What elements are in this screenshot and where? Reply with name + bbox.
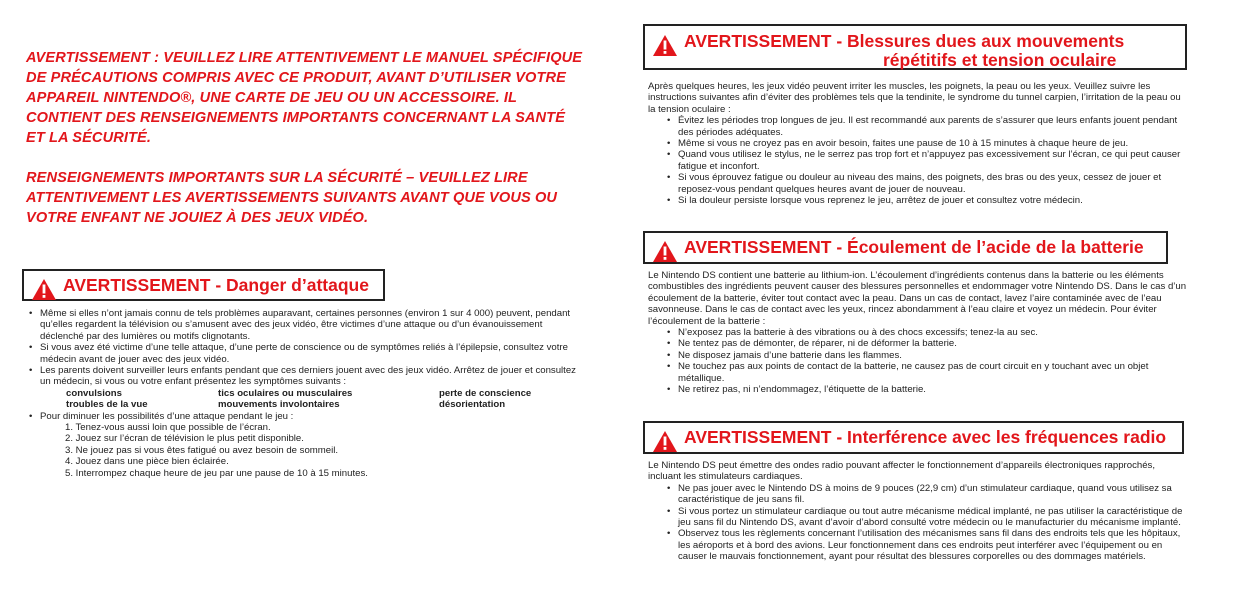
battery-intro: Le Nintendo DS contient une batterie au lithium-ion. L’écoulement d’ingrédients contenus dans la batterie ou les éléments combustibles des ingrédients peuvent causer des blessures personnelles et endommager votre Nintendo DS. Dans le cas d’un écoulement de la batterie, éviter tout contact avec la peau. Dans un cas de contact, lavez l’aire contaminée avec de l’eau savonneuse. Dans le cas de contact avec les yeux, rincez abondamment à l’eau claire et voyez un médecin. Pour éviter l’écoulement de la batterie : <box>648 270 1187 327</box>
symptom: désorientation <box>439 399 506 411</box>
repetitive-warning-title <box>684 32 1124 70</box>
intro-paragraph-2: RENSEIGNEMENTS IMPORTANTS SUR LA SÉCURITÉ – VEUILLEZ LIRE ATTENTIVEMENT LES AVERTISSEMENTS SUIVANTS AVANT QUE VOUS OU VOTRE ENFANT NE JOUIEZ À DES JEUX VIDÉO. <box>26 170 558 226</box>
symptom: perte de conscience <box>439 387 532 399</box>
step-item: 1. Tenez-vous aussi loin que possible de l’écran. <box>65 422 271 434</box>
seizure-warning-header <box>22 269 385 301</box>
list-item: • Quand vous utilisez le stylus, ne le serrez pas trop fort et n’appuyez pas excessivement sur l’écran, ce qui peut causer fatigue et inconfort. <box>678 149 1188 172</box>
radio-warning-header <box>643 421 1184 454</box>
warning-triangle-icon <box>653 431 677 452</box>
repetitive-warning-header <box>643 24 1187 70</box>
list-item: • Même si elles n’ont jamais connu de tels problèmes auparavant, certaines personnes (environ 1 sur 4 000) peuvent, pendant qu’elles regardent la télévision ou s’amusent avec des jeux vidéo, être victimes d’une attaque ou d’un évanouissement déclenché par des lumières ou motifs clignotants. <box>40 308 587 342</box>
list-item: • Même si vous ne croyez pas en avoir besoin, faites une pause de 10 à 15 minutes à chaque heure de jeu. <box>678 138 1188 149</box>
list-item: • Les parents doivent surveiller leurs enfants pendant que ces derniers jouent avec des jeux vidéo. Arrêtez de jouer et consultez un médecin, si vous ou votre enfant présentez les symptômes suivants : <box>40 365 587 388</box>
radio-intro: Le Nintendo DS peut émettre des ondes radio pouvant affecter le fonctionnement d’appareils électroniques rapprochés, incluant les stimulateurs cardiaques. <box>648 460 1156 483</box>
repetitive-warning-body <box>648 81 1188 206</box>
step-item: 3. Ne jouez pas si vous êtes fatigué ou avez besoin de sommeil. <box>65 444 339 456</box>
symptom: tics oculaires ou musculaires <box>218 387 353 399</box>
step-item: 5. Interrompez chaque heure de jeu par une pause de 10 à 15 minutes. <box>65 467 368 479</box>
repetitive-title-line-2: répétitifs et tension oculaire <box>883 50 1117 70</box>
warning-triangle-icon <box>32 279 56 300</box>
repetitive-title-line-1: AVERTISSEMENT - Blessures dues aux mouvements <box>684 31 1125 51</box>
list-item: • Pour diminuer les possibilités d’une attaque pendant le jeu : <box>40 411 587 422</box>
intro-paragraph-1: AVERTISSEMENT : VEUILLEZ LIRE ATTENTIVEMENT LE MANUEL SPÉCIFIQUE DE PRÉCAUTIONS COMPRIS AVEC CE PRODUIT, AVANT D’UTILISER VOTRE APPAREIL NINTENDO®, UNE CARTE DE JEU OU UN ACCESSOIRE. IL CONTIENT DES RENSEIGNEMENTS IMPORTANTS CONCERNANT LA SANTÉ ET LA SÉCURITÉ. <box>26 50 583 146</box>
battery-warning-title: AVERTISSEMENT - Écoulement de l’acide de la batterie <box>684 237 1144 257</box>
seizure-warning-title: AVERTISSEMENT - Danger d’attaque <box>63 275 369 295</box>
intro-warning <box>26 48 586 248</box>
prevention-steps <box>27 422 587 479</box>
battery-warning-header <box>643 231 1168 264</box>
warning-triangle-icon <box>653 35 677 56</box>
radio-warning-title: AVERTISSEMENT - Interférence avec les fréquences radio <box>684 427 1167 447</box>
list-item: • Évitez les périodes trop longues de jeu. Il est recommandé aux parents de s’assurer que leurs enfants jouent pendant des périodes adéquates. <box>678 115 1188 138</box>
symptom: mouvements involontaires <box>218 399 340 411</box>
symptom: convulsions <box>66 387 122 399</box>
list-item: • Si vous éprouvez fatigue ou douleur au niveau des mains, des poignets, des bras ou des yeux, cessez de jouer et reposez-vous pendant quelques heures avant de jouer de nouveau. <box>678 172 1188 195</box>
seizure-warning-body <box>27 308 587 479</box>
radio-warning-body <box>648 460 1188 563</box>
battery-warning-body <box>648 270 1188 395</box>
list-item: • Observez tous les règlements concernant l’utilisation des mécanismes sans fil dans des endroits tels que les hôpitaux, les aéroports et à bord des avions. Leur fonctionnement dans ces endroits peut interférer avec l’équipement ou en causer le mauvais fonctionnement, ayant pour résultat des blessures corporelles ou des dommages matériels. <box>678 528 1188 562</box>
step-item: 2. Jouez sur l’écran de télévision le plus petit disponible. <box>65 433 304 445</box>
symptom: troubles de la vue <box>66 399 148 411</box>
list-item: • Ne tentez pas de démonter, de réparer, ni de déformer la batterie. <box>678 338 1188 349</box>
list-item: • Ne disposez jamais d’une batterie dans les flammes. <box>678 350 1188 361</box>
list-item: • Si vous portez un stimulateur cardiaque ou tout autre mécanisme médical implanté, ne pas utiliser la caractéristique de jeu sans fil du Nintendo DS, avant d’avoir d’abord consulté votre médecin ou le manufacturier du mécanisme implanté. <box>678 506 1188 529</box>
list-item: • N’exposez pas la batterie à des vibrations ou à des chocs excessifs; tenez-la au sec. <box>678 327 1188 338</box>
list-item: • Si la douleur persiste lorsque vous reprenez le jeu, arrêtez de jouer et consultez votre médecin. <box>678 195 1188 206</box>
symptom-list <box>27 388 587 411</box>
list-item: • Si vous avez été victime d’une telle attaque, d’une perte de conscience ou de symptômes reliés à l’épilepsie, consultez votre médecin avant de jouer avec des jeux vidéo. <box>40 342 587 365</box>
warning-triangle-icon <box>653 241 677 262</box>
repetitive-intro: Après quelques heures, les jeux vidéo peuvent irriter les muscles, les poignets, la peau ou les yeux. Veuillez suivre les instructions suivantes afin d’éviter des problèmes tels que la tendinite, le syndrome du tunnel carpien, l’irritation de la peau ou la tension oculaire : <box>648 81 1181 115</box>
list-item: • Ne retirez pas, ni n’endommagez, l’étiquette de la batterie. <box>678 384 1188 395</box>
step-item: 4. Jouez dans une pièce bien éclairée. <box>65 456 229 468</box>
list-item: • Ne pas jouer avec le Nintendo DS à moins de 9 pouces (22,9 cm) d’un stimulateur cardiaque, quand vous utilisez sa caractéristique de jeu sans fil. <box>678 483 1188 506</box>
list-item: • Ne touchez pas aux points de contact de la batterie, ne causez pas de court circuit en y touchant avec un objet métallique. <box>678 361 1188 384</box>
